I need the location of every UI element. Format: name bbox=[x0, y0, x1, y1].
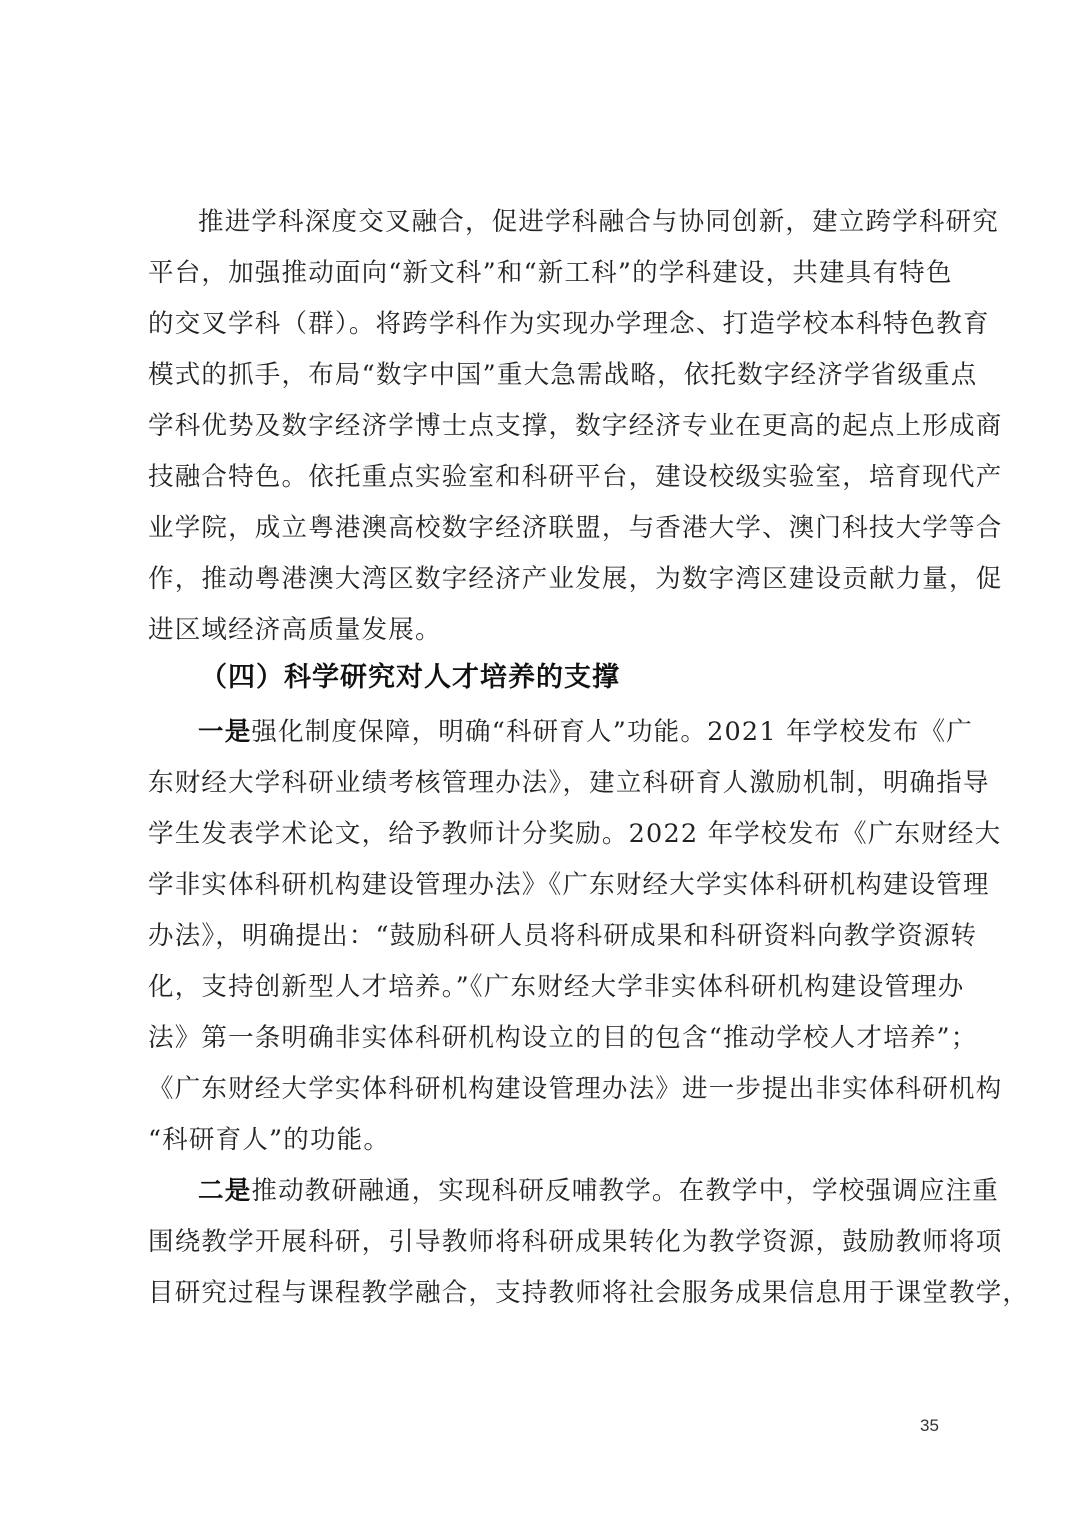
paragraph-2-line-6: 化，支持创新型人才培养。”《广东财经大学非实体科研机构建设管理办 bbox=[148, 972, 965, 1002]
paragraph-1-line-2: 平台，加强推动面向“新文科”和“新工科”的学科建设，共建具有特色 bbox=[148, 258, 953, 288]
paragraph-3-first-line-text: 推动教研融通，实现科研反哺教学。在教学中，学校强调应注重 bbox=[251, 1176, 1000, 1206]
paragraph-2-lead: 一是 bbox=[198, 717, 252, 747]
paragraph-2-first-line-text: 强化制度保障，明确“科研育人”功能。2021 年学校发布《广 bbox=[251, 717, 973, 747]
paragraph-1-line-3: 的交叉学科（群）。将跨学科作为实现办学理念、打造学校本科特色教育 bbox=[148, 309, 990, 339]
paragraph-3-line-1 bbox=[198, 1166, 1000, 1216]
paragraph-3-line-3: 目研究过程与课程教学融合，支持教师将社会服务成果信息用于课堂教学， bbox=[148, 1278, 1030, 1308]
section-heading: （四）科学研究对人才培养的支撑 bbox=[200, 662, 620, 693]
paragraph-2-line-7: 法》第一条明确非实体科研机构设立的目的包含“推动学校人才培养”； bbox=[148, 1023, 978, 1053]
paragraph-2-line-3: 学生发表学术论文，给予教师计分奖励。2022 年学校发布《广东财经大 bbox=[148, 819, 1002, 849]
paragraph-1-line-7: 业学院，成立粤港澳高校数字经济联盟，与香港大学、澳门科技大学等合 bbox=[148, 513, 1003, 543]
paragraph-3-line-2: 围绕教学开展科研，引导教师将科研成果转化为教学资源，鼓励教师将项 bbox=[148, 1227, 1003, 1257]
paragraph-1-line-8: 作，推动粤港澳大湾区数字经济产业发展，为数字湾区建设贡献力量，促 bbox=[148, 564, 1003, 594]
paragraph-2-line-4: 学非实体科研机构建设管理办法》《广东财经大学实体科研机构建设管理 bbox=[148, 870, 990, 900]
paragraph-2-line-8: 《广东财经大学实体科研机构建设管理办法》进一步提出非实体科研机构 bbox=[148, 1074, 1003, 1104]
paragraph-2-line-2: 东财经大学科研业绩考核管理办法》，建立科研育人激励机制，明确指导 bbox=[148, 768, 990, 798]
paragraph-2-line-5: 办法》，明确提出：“鼓励科研人员将科研成果和科研资料向教学资源转 bbox=[148, 921, 978, 951]
paragraph-1-line-4: 模式的抓手，布局“数字中国”重大急需战略，依托数字经济学省级重点 bbox=[148, 360, 978, 390]
page-number: 35 bbox=[920, 1416, 939, 1435]
paragraph-2-line-1 bbox=[198, 707, 973, 757]
paragraph-1-line-6: 技融合特色。依托重点实验室和科研平台，建设校级实验室，培育现代产 bbox=[148, 462, 1003, 492]
paragraph-3-lead: 二是 bbox=[198, 1176, 252, 1206]
paragraph-1-line-9: 进区域经济高质量发展。 bbox=[148, 615, 442, 645]
paragraph-1-line-5: 学科优势及数字经济学博士点支撑，数字经济专业在更高的起点上形成商 bbox=[148, 411, 1003, 441]
paragraph-1-line-1: 推进学科深度交叉融合，促进学科融合与协同创新，建立跨学科研究 bbox=[198, 207, 1000, 237]
paragraph-2-line-9: “科研育人”的功能。 bbox=[148, 1125, 391, 1155]
